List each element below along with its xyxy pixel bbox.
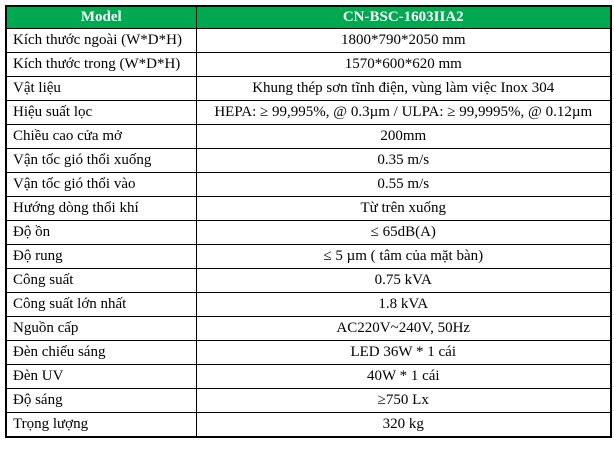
- spec-label-cell: Hiệu suất lọc: [6, 101, 196, 125]
- spec-value-cell: 0.75 kVA: [196, 269, 611, 293]
- spec-label-cell: Trọng lượng: [6, 413, 196, 438]
- spec-row-7: [6, 197, 611, 221]
- spec-label-cell: Vận tốc gió thổi xuống: [6, 149, 196, 173]
- spec-label-cell: Nguồn cấp: [6, 317, 196, 341]
- spec-value-cell: HEPA: ≥ 99,995%, @ 0.3µm / ULPA: ≥ 99,9995%, @ 0.12µm: [196, 101, 611, 125]
- spec-value-cell: 200mm: [196, 125, 611, 149]
- spec-value-cell: Khung thép sơn tĩnh điện, vùng làm việc Inox 304: [196, 77, 611, 101]
- spec-label-cell: Kích thước ngoài (W*D*H): [6, 29, 196, 53]
- spec-row-8: [6, 221, 611, 245]
- spec-label-cell: Kích thước trong (W*D*H): [6, 53, 196, 77]
- spec-value-cell: 0.55 m/s: [196, 173, 611, 197]
- spec-table: [5, 5, 612, 438]
- spec-value-cell: 1570*600*620 mm: [196, 53, 611, 77]
- spec-table-body: [6, 29, 611, 438]
- spec-label-cell: Hướng dòng thổi khí: [6, 197, 196, 221]
- spec-row-9: [6, 245, 611, 269]
- spec-label-cell: Vật liệu: [6, 77, 196, 101]
- spec-row-6: [6, 173, 611, 197]
- spec-value-cell: ≥750 Lx: [196, 389, 611, 413]
- spec-table-header-row: [6, 6, 611, 29]
- spec-value-cell: ≤ 5 µm ( tâm của mặt bàn): [196, 245, 611, 269]
- spec-row-4: [6, 125, 611, 149]
- spec-label-cell: Độ sáng: [6, 389, 196, 413]
- spec-row-11: [6, 293, 611, 317]
- spec-row-16: [6, 413, 611, 438]
- spec-row-2: [6, 77, 611, 101]
- spec-value-cell: 1.8 kVA: [196, 293, 611, 317]
- spec-label-cell: Công suất: [6, 269, 196, 293]
- spec-value-cell: Từ trên xuống: [196, 197, 611, 221]
- spec-label-cell: Độ rung: [6, 245, 196, 269]
- spec-row-15: [6, 389, 611, 413]
- model-header-value: CN-BSC-1603IIA2: [196, 6, 611, 29]
- spec-label-cell: Vận tốc gió thổi vào: [6, 173, 196, 197]
- spec-row-5: [6, 149, 611, 173]
- spec-row-1: [6, 53, 611, 77]
- spec-value-cell: 0.35 m/s: [196, 149, 611, 173]
- spec-value-cell: 320 kg: [196, 413, 611, 438]
- model-header-label: Model: [6, 6, 196, 29]
- spec-label-cell: Công suất lớn nhất: [6, 293, 196, 317]
- spec-value-cell: 40W * 1 cái: [196, 365, 611, 389]
- spec-label-cell: Đèn UV: [6, 365, 196, 389]
- spec-value-cell: AC220V~240V, 50Hz: [196, 317, 611, 341]
- spec-row-13: [6, 341, 611, 365]
- spec-label-cell: Độ ồn: [6, 221, 196, 245]
- spec-value-cell: LED 36W * 1 cái: [196, 341, 611, 365]
- spec-label-cell: Đèn chiếu sáng: [6, 341, 196, 365]
- spec-row-3: [6, 101, 611, 125]
- spec-row-14: [6, 365, 611, 389]
- spec-value-cell: ≤ 65dB(A): [196, 221, 611, 245]
- spec-label-cell: Chiều cao cửa mở: [6, 125, 196, 149]
- spec-row-0: [6, 29, 611, 53]
- spec-row-10: [6, 269, 611, 293]
- spec-row-12: [6, 317, 611, 341]
- spec-value-cell: 1800*790*2050 mm: [196, 29, 611, 53]
